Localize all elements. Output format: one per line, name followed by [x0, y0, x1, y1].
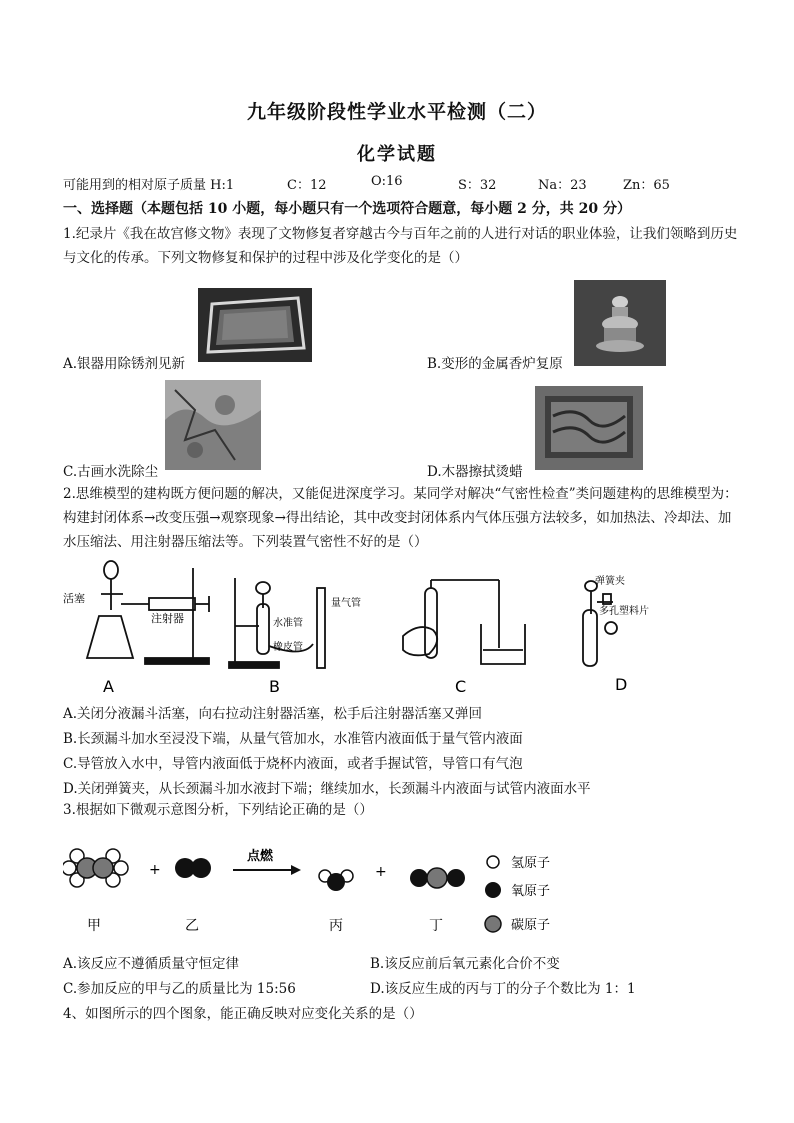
label-bing: 丙: [329, 918, 343, 934]
q2-option-a: A.关闭分液漏斗活塞，向右拉动注射器活塞，松手后注射器活塞又弹回: [63, 706, 483, 722]
q1-option-a: A.银器用除锈剂见新: [63, 356, 186, 372]
label-gas-tube: 量气管: [331, 598, 361, 609]
label-plate: 多孔塑料片: [599, 606, 649, 617]
q3-option-b: B.该反应前后氧元素化合价不变: [370, 956, 560, 972]
plus-1: +: [149, 862, 161, 878]
label-b: B: [269, 677, 280, 696]
woodware-photo: [535, 386, 643, 470]
mass-s: S：32: [458, 178, 497, 193]
label-c: C: [455, 677, 467, 696]
question-3: 3.根据如下微观示意图分析，下列结论正确的是（）: [63, 802, 373, 818]
condition-label: 点燃: [247, 849, 274, 864]
exam-title: 九年级阶段性学业水平检测（二）: [246, 101, 547, 123]
label-plug: 活塞: [63, 592, 85, 605]
mass-o: O:16: [371, 174, 403, 189]
label-d: D: [615, 675, 628, 694]
legend: [485, 856, 550, 933]
q1-option-b: B.变形的金属香炉复原: [427, 356, 563, 372]
censer-photo: [574, 280, 666, 366]
q2-option-b: B.长颈漏斗加水至浸没下端，从量气管加水，水准管内液面低于量气管内液面: [63, 731, 523, 747]
label-jia: 甲: [87, 918, 101, 934]
molecule-bing: [319, 870, 353, 891]
question-2: 2.思维模型的建构既方便问题的解决，又能促进深度学习。某同学对解决“气密性检查”类问题建构的思维模型为：构建封闭体系→改变压强→观察现象→得出结论，其中改变封闭体系内气体压强方法较多，如加热法、冷却法、加水压缩法、用注射器压缩法等。下列装置气密性不好的是（）: [63, 486, 738, 550]
label-a: A: [103, 677, 114, 696]
apparatus-a: [87, 561, 209, 664]
q1-option-c: C.古画水洗除尘: [63, 464, 159, 480]
mass-zn: Zn：65: [623, 178, 670, 193]
label-clip: 弹簧夹: [595, 576, 625, 587]
painting-photo: [165, 380, 261, 470]
subject-title: 化学试题: [357, 144, 437, 165]
label-syringe: 注射器: [151, 612, 184, 625]
silverware-photo: [198, 288, 312, 362]
q3-option-d: D.该反应生成的丙与丁的分子个数比为 1：1: [370, 981, 636, 997]
mass-na: Na：23: [538, 178, 587, 193]
apparatus-d: [583, 581, 617, 666]
label-ding: 丁: [429, 918, 443, 934]
label-level-tube: 水准管: [273, 618, 303, 629]
molecule-yi: [175, 858, 211, 878]
label-rubber-tube: 橡皮管: [273, 642, 303, 653]
plus-2: +: [375, 864, 387, 880]
airtightness-apparatus-diagram: [63, 558, 653, 698]
molecule-jia: [63, 849, 128, 887]
atomic-masses: [63, 174, 670, 193]
legend-h: 氢原子: [511, 856, 551, 871]
reaction-microscopic-diagram: [63, 836, 623, 946]
legend-o: 氧原子: [511, 884, 551, 899]
q3-option-a: A.该反应不遵循质量守恒定律: [63, 956, 240, 972]
molecule-ding: [410, 868, 465, 888]
q1-option-d: D.木器擦拭烫蜡: [427, 464, 523, 480]
legend-c: 碳原子: [511, 918, 551, 933]
q2-option-c: C.导管放入水中，导管内液面低于烧杯内液面，或者手握试管，导管口有气泡: [63, 756, 523, 772]
label-yi: 乙: [185, 918, 199, 934]
mass-c: C：12: [287, 178, 327, 193]
q2-option-d: D.关闭弹簧夹，从长颈漏斗加水液封下端；继续加水，长颈漏斗内液面与试管内液面水平: [63, 781, 591, 797]
question-4: 4、如图所示的四个图象，能正确反映对应变化关系的是（）: [63, 1006, 423, 1022]
q3-option-c: C.参加反应的甲与乙的质量比为 15:56: [63, 981, 296, 997]
section-heading: 一、选择题（本题包括 10 小题，每小题只有一个选项符合题意，每小题 2 分，共 20 分）: [63, 201, 631, 217]
mass-label: 可能用到的相对原子质量 H:1: [63, 178, 235, 193]
question-1: 1.纪录片《我在故宫修文物》表现了文物修复者穿越古今与百年之前的人进行对话的职业体验，让我们领略到历史与文化的传承。下列文物修复和保护的过程中涉及化学变化的是（）: [63, 226, 738, 266]
apparatus-c: [403, 580, 525, 664]
